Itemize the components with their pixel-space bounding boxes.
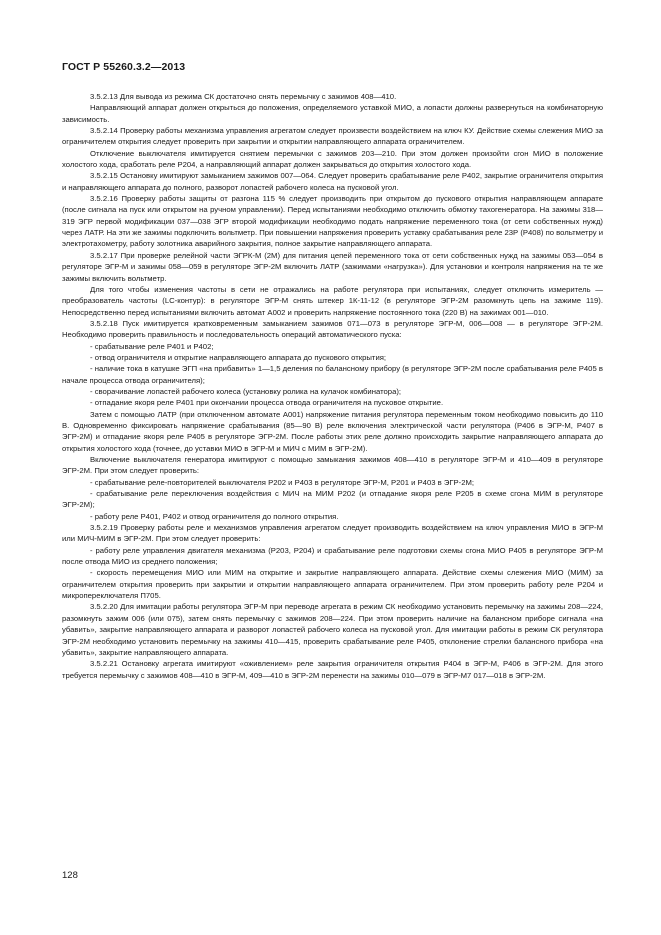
paragraph: Отключение выключателя имитируется снятием перемычки с зажимов 203—210. При этом должен произойти сгон МИО в положение холостого хода, сработать реле Р204, а направляющий аппарат должен закрываться до открытия холостого хода. [62, 148, 603, 170]
paragraph: 3.5.2.20 Для имитации работы регулятора ЭГР-М при переводе агрегата в режим СК необходимо установить перемычку на зажимы 208—224, разомкнуть зажим 006 (или 075), затем снять перемычку с зажимов 208—224. При этом проверить наличие на балансном приборе сигнала «на убавить», закрытие направляющего аппарата и разворот лопастей рабочего колеса на пусковой угол. Для имитации работы в режим СК регулятора ЭГР-2М необходимо установить перемычку на зажимы 410—415, проверить срабатывание реле Р405, отклонение стрелки балансного прибора «на убавить», закрытие направляющего аппарата. [62, 602, 603, 657]
paragraph: 3.5.2.16 Проверку работы защиты от разгона 115 % следует производить при открытом до пускового открытия направляющем аппарате (после сигнала на пуск или открытом на ручном управлении). Перед испытаниями необходимо отключить обмотку тахогенератора. На зажимы 318—319 ЭГР первой модификации 037—038 ЭГР второй модификации необходимо подать напряжение переменного тока (от сети собственных нужд) через ЛАТР. На эти же зажимы подключить вольтметр. При повышении напряжения проверить уставку срабатывания реле 23Р (Р408) по вольтметру и электротахометру, работу золотника аварийного закрытия, полное закрытие направляющего аппарата. [62, 194, 603, 249]
standard-title: ГОСТ Р 55260.3.2—2013 [62, 61, 186, 73]
list-item: - срабатывание реле Р401 и Р402; [90, 341, 214, 351]
paragraph: 3.5.2.17 При проверке релейной части ЭГРК-М (2М) для питания цепей переменного тока от сети собственных нужд на зажимы 053—054 в регуляторе ЭГР-М и зажимы 058—059 в регуляторе ЭГР-2М включить ЛАТР (зажимами «нагрузка»). Для установки и контроля напряжения на те же зажимы включить вольтметр. [62, 250, 603, 283]
list-item: - отпадание якоря реле Р401 при окончании процесса отвода ограничителя на пусковое открытие. [90, 398, 444, 408]
paragraph: 3.5.2.15 Остановку имитируют замыканием зажимов 007—064. Следует проверить срабатывание реле Р402, закрытие ограничителя открытия и направляющего аппарата до полного, разворот лопастей рабочего колеса на пусковой угол. [62, 171, 603, 192]
paragraph: 3.5.2.13 Для вывода из режима СК достаточно снять перемычку с зажимов 408—410. [90, 92, 397, 101]
list-item: - наличие тока в катушке ЭГП «на прибавить» 1—1,5 деления по балансному прибору (в регуляторе ЭГР-2М после срабатывания реле Р405 в начале процесса отвода ограничителя); [62, 364, 603, 385]
paragraph: 3.5.2.14 Проверку работы механизма управления агрегатом следует произвести воздействием на ключ КУ. Действие схемы слежения МИО за ограничителем открытия следует проверить при закрытии и открытии направляющего аппарата ограничителем. [62, 126, 603, 147]
paragraph: 3.5.2.21 Остановку агрегата имитируют «оживлением» реле закрытия ограничителя открытия Р404 в ЭГР-М, Р406 в ЭГР-2М. Для этого требуется перемычку с зажимов 408—410 в ЭГР-М, 409—410 в ЭГР-2М перенести на зажимы 010—079 в ЭГР-М7 017—018 в ЭГР-2М. [62, 659, 603, 680]
paragraph: Направляющий аппарат должен открыться до положения, определяемого уставкой МИО, а лопасти должны развернуться на комбинаторную зависимость. [62, 103, 603, 124]
list-item: - срабатывание реле-повторителей выключателя Р202 и Р403 в регуляторе ЭГР-М, Р201 и Р403 в ЭГР-2М; [90, 477, 475, 487]
paragraph: Затем с помощью ЛАТР (при отключенном автомате А001) напряжение питания регулятора переменным током необходимо повысить до 110 В. Одновременно фиксировать напряжение срабатывания (85—90 В) реле включения электрической части регулятора (Р406 в ЭГР-М, Р407 в ЭГР-2М) и отпадание якоря реле Р405 в регуляторе ЭГР-2М. После работы этих реле должно происходить закрытие направляющего аппарата до открытия холостого хода (точнее, до уставки МИО в ЭГР-М и МИЧ с МИМ в ЭГР-2М). [62, 409, 603, 453]
document-header [62, 61, 185, 73]
document-body [62, 91, 603, 681]
paragraph: 3.5.2.19 Проверку работы реле и механизмов управления агрегатом следует производить воздействием на ключ управления МИО в ЭГР-М или МИЧ-МИМ в ЭГР-2М. При этом следует проверить: [62, 523, 603, 544]
page-number: 128 [62, 870, 78, 881]
list-item: - отвод ограничителя и открытие направляющего аппарата до пускового открытия; [90, 352, 387, 362]
list-item: - сворачивание лопастей рабочего колеса (установку ролика на кулачок комбинатора); [90, 386, 402, 396]
paragraph: 3.5.2.18 Пуск имитируется кратковременным замыканием зажимов 071—073 в регуляторе ЭГР-М, 006—008 — в регуляторе ЭГР-2М. Необходимо проверить правильность и последовательность операций автоматического пуска: [62, 318, 603, 340]
list-item: - работу реле Р401, Р402 и отвод ограничителя до полного открытия. [90, 511, 339, 521]
paragraph: Включение выключателя генератора имитируют с помощью замыкания зажимов 408—410 в регуляторе ЭГР-М и 410—409 в регуляторе ЭГР-2М. При этом следует проверить: [62, 455, 603, 476]
paragraph: Для того чтобы изменения частоты в сети не отражались на работе регулятора при испытаниях, следует отключить измеритель — преобразователь частоты (LC-контур): в регуляторе ЭГР-М снять штекер 1К-11-12 (в регуляторе ЭГР-2М разомкнуть цепь на зажиме 119). Непосредственно перед испытаниями включить автомат А002 и проверить напряжение постоянного тока (220 В) на зажимах 001—010. [62, 284, 603, 317]
list-item: - работу реле управления двигателя механизма (Р203, Р204) и срабатывание реле подготовки схемы сгона МИО Р405 в регуляторе ЭГР-М после отвода МИО из среднего положения; [62, 545, 603, 567]
list-item: - скорость перемещения МИО или МИМ на открытие и закрытие направляющего аппарата. Действие схемы слежения МИО (МИМ) за ограничителем открытия проверить при закрытии и открытии направляющего аппарата ограничителем. При этом проверить работу реле Р204 и микропереключателя П705. [62, 568, 603, 601]
list-item: - срабатывание реле переключения воздействия с МИЧ на МИМ Р202 (и отпадание якоря реле Р205 в схеме сгона МИМ в регуляторе ЭГР-2М); [62, 489, 603, 510]
